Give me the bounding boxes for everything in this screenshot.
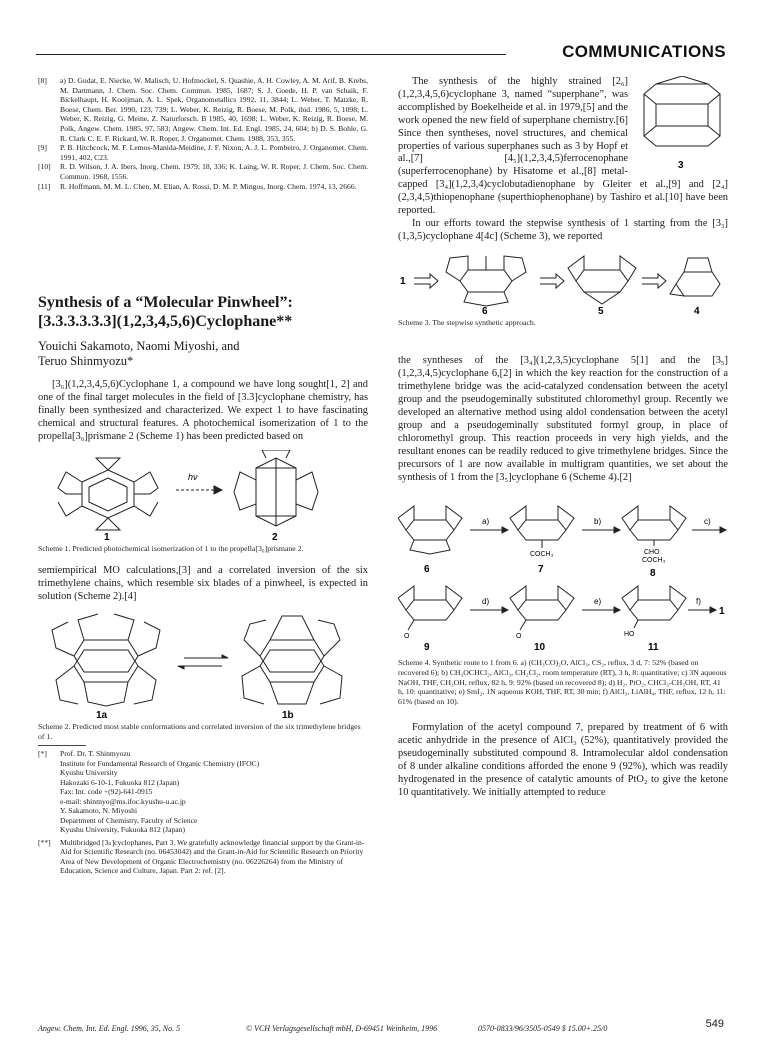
footnote-affiliation: [*] Prof. Dr. T. Shinmyozu Institute for Fundamental Research of Organic Chemistry (IFOC) Kyushu University Hakozaki 6-10-1, Fukuoka 812 (Japan) Fax: Int. code +(92)-641-0915 e-mail: shinmyo@ms.ifoc.kyushu-u.ac.jp Y. Sakamoto, N. Miyoshi Department of Chemistry, Faculty of Science Kyushu University, Fukuoka 812 (Japan) [38,749,368,835]
scheme4-label-10: 10 [534,642,546,654]
scheme4-sub-coch3-8: COCH₃ [642,557,666,565]
superphane-3-structure [636,76,728,172]
scheme3-compound-6 [446,256,526,306]
scheme4-label-8: 8 [650,568,656,580]
scheme3-compound-5 [568,256,636,304]
reference-item: [8] a) D. Gudat, E. Niecke, W. Malisch, U. Hofmockel, S. Quashie, A. H. Cowley, A. M. Arif, B. Krebs, M. Dartmann, J. Chem. Soc. Chem. Commun. 1985, 1687; S. J. Goede, H. P. van Schaik, F. Bickelhaupt, H. Kooijman, A. L. Spek, Organometallics 1992, 11, 3844; L. Weber, T. Matzke, R. Boese, Chem. Ber. 1990, 123, 739; L. Weber, K. Reizig, R. Boese, M. Polk, ibid. 1986, 5, 1098; L. Weber, K. Reizig, G. Meine, Z. Naturforsch. B 1985, 40, 1698; L. Weber, K. Reizig, R. Boese, M. Polk, Angew. Chem. 1985, 97, 583; Angew. Chem. Int. Ed. Engl. 1985, 24, 604; b) D. S. Bohle, G. R. Clark C. E. F. Rickard, W. R. Roper, J. Organomet. Chem. 1988, 353, 355. [38,76,368,143]
scheme3-label-4: 4 [694,305,700,314]
paragraph-2: semiempirical MO calculations,[3] and a correlated inversion of the six trimethylene chains, which resemble six blades of a pinwheel, is expected in solution (Scheme 2).[4] [38,565,368,603]
scheme4-compound-6 [398,506,462,554]
cyclophane-1-structure [58,458,158,530]
email-text: e-mail: shinmyo@ms.ifoc.kyushu-u.ac.jp [60,796,186,806]
scheme4-sub-coch3-7: COCH₃ [530,551,554,559]
left-column [38,76,368,876]
scheme4-step-b: b) [594,517,602,527]
footer-journal: Angew. Chem. Int. Ed. Engl. 1996, 35, No. 5 [38,1024,181,1033]
scheme4-sub-o-9: O [404,633,410,641]
header-rule [36,54,506,55]
conformer-1b-structure [242,616,342,704]
scheme-4-figure [398,494,728,654]
footnote-rule [38,745,86,746]
footer-code: 0570-0833/96/3505-0549 $ 15.00+.25/0 [478,1024,608,1033]
scheme4-step-d: d) [482,597,490,607]
prismane-2-structure [234,450,318,526]
scheme4-label-6: 6 [424,564,430,576]
scheme-3-figure [398,250,728,314]
scheme4-label-7: 7 [538,564,544,576]
scheme4-sub-cho-8: CHO [644,549,660,557]
equilibrium-arrows [178,655,228,669]
scheme4-arrow-e [582,607,620,613]
compound-label-3: 3 [678,160,684,171]
scheme4-step-a: a) [482,517,490,527]
conformer-1a-structure [52,614,160,706]
reference-list [38,76,368,191]
footnote-acknowledgment: [**] Multibridged [3ₙ]cyclophanes, Part 3. We gratefully acknowledge financial support by the Grant-in-Aid for Scientific Research (no. 06453042) and the Grant-in-Aid for Scientific Research on Priority Area of New Development of Organic Electrochemistry (no. 06226264) from the Ministry of Education, Science and Culture, Japan. Part 2: ref. [2]. [38,837,365,876]
superphane-paragraph: The synthesis of the highly strained [2₆](1,2,3,4,5,6)cyclophane 3, named “superphane”, was accomplished by Boekelheide et al. in 1979,[5] and the work opened the new field of superphane chemistry.[6] Since then syntheses, novel structures, and chemical properties of various superphanes such as 3 by Hopf et al.,[7] [4₅](1,2,3,4,5)ferrocenophane (superferrocenophane) by Hisatome et al.,[8] metal-capped [3₄](1,2,3,4)cyclobutadienophane by Gleiter et al.,[9] and [2₄](2,3,4,5)thiopenophane (superthiophenophane) by Tashiro et al.[10] have been reported. [398,76,728,217]
scheme4-step-f: f) [696,597,701,607]
scheme-2-caption: Scheme 2. Predicted most stable conformations and correlated inversion of the six trimethylene bridges of 1. [38,721,361,741]
scheme3-compound-4 [670,258,720,296]
conformer-label-1a: 1a [96,709,108,718]
footer-publisher: © VCH Verlagsgesellschaft mbH, D-69451 Weinheim, 1996 [246,1024,438,1033]
hv-label: hν [188,471,198,482]
scheme3-label-5: 5 [598,305,604,314]
scheme4-compound-9 [398,586,462,630]
scheme-3-caption: Scheme 3. The stepwise synthetic approach. [398,317,536,327]
scheme4-compound-11 [622,586,686,628]
scheme4-arrow-b [582,527,620,533]
intro-paragraph: [3₆](1,2,3,4,5,6)Cyclophane 1, a compound we have long sought[1, 2] and one of the final target molecules in the field of [3.3]cyclophane chemistry, has finally been synthesized and characterized. We expect 1 to have fascinating chemical and structural features. A photochemical isomerization of 1 to the propella[3₆]prismane 2 (Scheme 1) has been predicted based on [38,379,368,442]
scheme4-sub-ho-11: HO [624,631,635,639]
results-paragraph: Formylation of the acetyl compound 7, prepared by treatment of 6 with acetic anhydride in the presence of AlCl₃ (52%), quantitatively provided the pseudogeminally substituted compound 8. Intramolecular aldol condensation of 8 under alkaline conditions afforded the enone 9 (92%), which was readily hydrogenated in the presence of catalytic amounts of PtO₂ to give the ketone 10 quantitatively. We initially attempted to reduce [398,722,728,798]
approach-paragraph: In our efforts toward the stepwise synthesis of 1 starting from the [3₃](1,3,5)cyclophane 4[4c] (Scheme 3), we reported [398,217,728,242]
scheme3-label-1: 1 [400,275,406,287]
scheme4-arrow-d [470,607,508,613]
scheme4-sub-o-10: O [516,633,522,641]
methods-paragraph: the syntheses of the [3₄](1,2,3,5)cyclophane 5[1] and the [3₅](1,2,3,4,5)cyclophane 6,[2] in which the key reaction for the construction of a trimethylene bridge was the acid-catalyzed condensation between the acetyl group and the pseudogeminally substituted chloromethyl group. Recently we developed an alternative method using aldol condensation between the acetyl group and a pseudogeminally substituted formyl group, in place of chloromethyl group. This reaction proceeds in very high yields, and the resultant enones can be readily reduced to give trimethylene bridges. Since the precursors of 1 are now available in multigram quantities, we set about the synthesis of 1 from the [3₅]cyclophane 6 (Scheme 4).[2] [398,355,728,483]
scheme-4-caption: Scheme 4. Synthetic route to 1 from 6. a) (CH₃CO)₂O, AlCl₃, CS₂, reflux, 3 d, 7: 52% (based on recovered 6); b) CH₃OCHCl₂, AlCl₃, CH₂Cl₂, room temperature (RT), 3 h, 8: quantitative; c) 3N aqueous NaOH, THF, CH₃OH, reflux, 82 h, 9: 92% (based on recovered 8); d) H₂, PtO₂, CHCl₃-CH₃OH, RT, 41 h, 10: quantitative; e) SmI₂, 1N aqueous KOH, THF, RT, 30 min; f) AlCl₃, LiAlH₄, THF, reflux, 12 h, 11: 61% (based on 10). [398,658,727,706]
compound-label-1: 1 [104,531,110,540]
scheme4-label-1: 1 [719,606,725,618]
conformer-label-1b: 1b [282,709,294,718]
scheme-2-figure [38,610,368,718]
scheme4-arrow-a [470,527,508,533]
reference-item: [10] R. D. Wilson, J. A. Ibers, Inorg. Chem. 1979, 18, 336; K. Laing, W. R. Roper, J. Chem. Soc. Chem. Commun. 1968, 1556. [38,162,368,181]
authors: Youichi Sakamoto, Naomi Miyoshi, and Teruo Shinmyozu* [38,339,240,369]
reference-item: [11] R. Hoffmann, M. M. L. Chen, M. Elian, A. Rossi, D. M. P. Mingos, Inorg. Chem. 1974, 13, 2666. [38,181,357,191]
compound-label-2: 2 [272,531,278,540]
scheme4-compound-8 [622,506,686,546]
reaction-arrow [176,486,222,494]
page-number: 549 [705,1018,724,1030]
article-title: Synthesis of a “Molecular Pinwheel”: [3.3.3.3.3.3](1,2,3,4,5,6)Cyclophane** [38,294,293,331]
section-header: COMMUNICATIONS [562,42,726,61]
scheme3-label-6: 6 [482,305,488,314]
scheme4-arrow-f [688,607,716,613]
scheme4-step-e: e) [594,597,602,607]
scheme4-compound-10 [510,586,574,630]
reference-item: [9] P. B. Hitchcock, M. F. Lemos-Manida-Meidine, J. F. Nixon, A. J. L. Pombeiro, J. Organomet. Chem. 1991, 402, C23. [38,143,368,162]
scheme4-label-9: 9 [424,642,430,654]
scheme-1-caption: Scheme 1. Predicted photochemical isomerization of 1 to the propella[3₆]prismane 2. [38,543,304,553]
scheme4-compound-7 [510,506,574,548]
scheme4-arrow-c [692,527,726,533]
scheme4-step-c: c) [704,517,711,527]
scheme-1-figure [38,450,368,540]
right-column [398,76,728,800]
scheme4-label-11: 11 [648,642,659,654]
